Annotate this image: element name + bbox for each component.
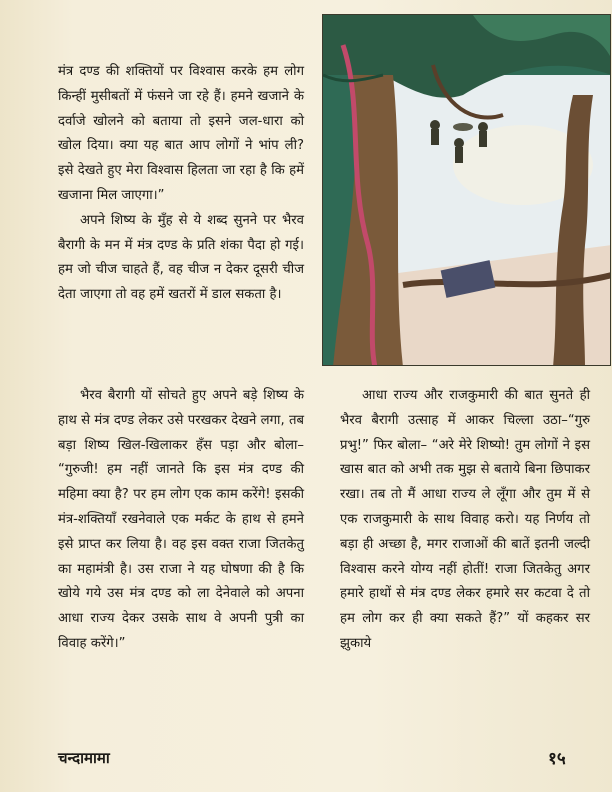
paragraph: मंत्र दण्ड की शक्तियों पर विश्वास करके हम लोग किन्हीं मुसीबतों में फंसने जा रहे हैं। हमने खजाने के दर्वाजे खोलने को बताया तो इसने जल-धारा को खोल दिया। क्या यह बात आप लोगों ने भांप ली? इसे देखते हुए मेरा विश्वास हिलता जा रहा है कि हमें खजाना मिल जाएगा।”	[58, 64, 304, 203]
forest-scene-illustration	[322, 14, 611, 366]
text-column-right	[340, 384, 590, 657]
paragraph: अपने शिष्य के मुँह से ये शब्द सुनने पर भैरव बैरागी के मन में मंत्र दण्ड के प्रति शंका पैदा हो गई। हम जो चीज चाहते हैं, वह चीज न देकर दूसरी चीज देता जाएगा तो वह हमें खतरों में डाल सकता है।	[58, 212, 304, 303]
paragraph: भैरव बैरागी यों सोचते हुए अपने बड़े शिष्य के हाथ से मंत्र दण्ड लेकर उसे परखकर देखने लगा, तब बड़ा शिष्य खिल-खिलाकर हँस पड़ा और बोला– “गुरुजी! हम नहीं जानते कि इस मंत्र दण्ड की महिमा क्या है? पर हम लोग एक काम करेंगे! इसकी मंत्र-शक्तियाँ रखनेवाले एक मर्कट के हाथ से हमने इसे प्राप्त कर लिया है। वह इस वक्त राजा जितकेतु का महामंत्री है। उस राजा ने यह घोषणा की है कि खोये गये उस मंत्र दण्ड को ला देनेवाले को अपना आधा राज्य देकर उसके साथ वे अपनी पुत्री का विवाह करेंगे।”	[58, 388, 304, 651]
text-column-left-bottom	[58, 384, 304, 657]
page-number: १५	[548, 749, 566, 769]
text-column-left-top	[58, 60, 304, 308]
paragraph: आधा राज्य और राजकुमारी की बात सुनते ही भैरव बैरागी उत्साह में आकर चिल्ला उठा–“गुरु प्रभु!” फिर बोला– “अरे मेरे शिष्यो! तुम लोगों ने इस खास बात को अभी तक मुझ से बताये बिना छिपाकर रखा। तब तो मैं आधा राज्य ले लूँगा और तुम में से एक राजकुमारी के साथ विवाह करो। यह निर्णय तो बड़ा ही अच्छा है, मगर राजाओं की बातें इतनी जल्दी विश्वास करने योग्य नहीं होतीं! राजा जितकेतु अगर हमारे हाथों से मंत्र दण्ड लेकर हमारे सर कटवा दे तो हम लोग कर ही क्या सकते हैं?” यों कहकर सर झुकाये	[340, 388, 590, 651]
forest-scene-icon	[323, 15, 611, 366]
magazine-name: चन्दामामा	[58, 749, 110, 767]
